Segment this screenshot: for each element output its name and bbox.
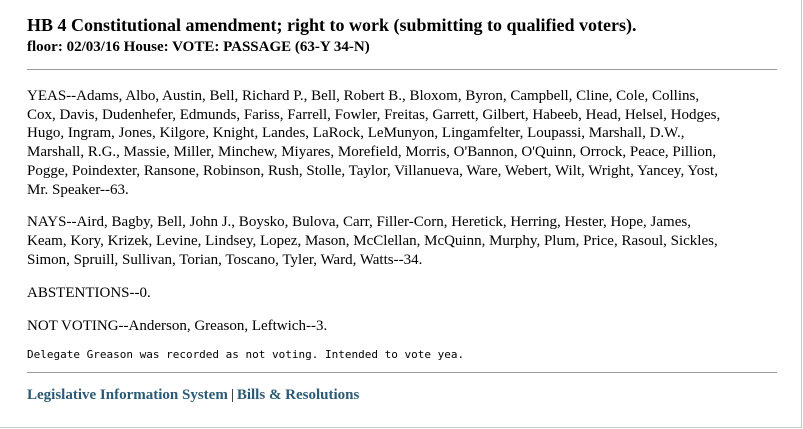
lis-link[interactable]: Legislative Information System: [27, 386, 228, 403]
top-divider: [27, 69, 777, 70]
nays-line: NAYS--Aird, Bagby, Bell, John J., Boysko, Bulova, Carr, Filler-Corn, Heretick, Herring, Hester, Hope, James,: [27, 214, 691, 231]
bottom-divider: [27, 372, 777, 373]
yeas-list: [27, 87, 777, 199]
bills-resolutions-link[interactable]: Bills & Resolutions: [236, 386, 360, 403]
yeas-line: Pogge, Poindexter, Ransone, Robinson, Rush, Stolle, Taylor, Villanueva, Ware, Webert, Wilt, Wright, Yancey, Yost,: [27, 162, 718, 179]
footer-separator: |: [230, 386, 234, 403]
vote-note: Delegate Greason was recorded as not voting. Intended to vote yea.: [27, 347, 465, 361]
bill-title: HB 4 Constitutional amendment; right to work (submitting to qualified voters).: [27, 15, 637, 35]
yeas-line: Hugo, Ingram, Jones, Kilgore, Knight, Landes, LaRock, LeMunyon, Lingamfelter, Loupassi, Marshall, D.W.,: [27, 125, 685, 142]
yeas-line: Marshall, R.G., Massie, Miller, Minchew, Miyares, Morefield, Morris, O'Bannon, O'Quinn, Orrock, Peace, Pillion,: [27, 144, 717, 161]
yeas-line: YEAS--Adams, Albo, Austin, Bell, Richard P., Bell, Robert B., Bloxom, Byron, Campbell, Cline, Cole, Collins,: [27, 88, 700, 104]
footer-links: [27, 386, 777, 404]
abstentions: ABSTENTIONS--0.: [27, 285, 151, 302]
vote-record: [27, 14, 777, 404]
floor-action-line: floor: 02/03/16 House: VOTE: PASSAGE (63-Y 34-N): [27, 39, 370, 55]
nays-line: Simon, Spruill, Sullivan, Torian, Toscano, Tyler, Ward, Watts--34.: [27, 251, 423, 268]
not-voting: NOT VOTING--Anderson, Greason, Leftwich--3.: [27, 318, 328, 335]
yeas-line: Mr. Speaker--63.: [27, 181, 129, 198]
nays-list: [27, 213, 777, 269]
yeas-line: Cox, Davis, Dudenhefer, Edmunds, Fariss, Farrell, Fowler, Freitas, Garrett, Gilbert, Habeeb, Head, Helsel, Hodges,: [27, 106, 721, 123]
nays-line: Keam, Kory, Krizek, Levine, Lindsey, Lopez, Mason, McClellan, McQuinn, Murphy, Plum, Price, Rasoul, Sickles,: [27, 232, 718, 249]
